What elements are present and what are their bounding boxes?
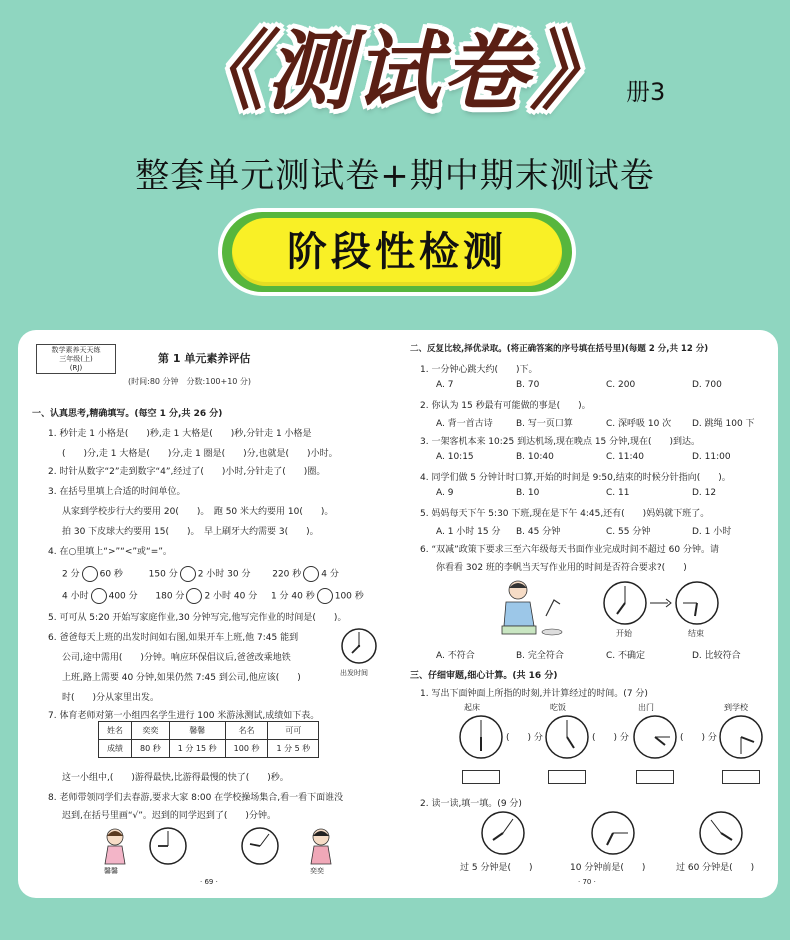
figure-caption: 奕奕 — [310, 867, 324, 875]
hero-title: 《测试卷》 — [178, 22, 618, 122]
option: C. 不确定 — [606, 651, 646, 661]
student-writing-icon — [494, 576, 566, 638]
option: D. 12 — [692, 488, 717, 498]
figure-caption: 馨馨 — [104, 867, 118, 875]
table-header-cell: 姓名 — [99, 722, 132, 740]
compare-right: 2 小时 30 分 — [197, 569, 251, 580]
table-cell: 80 秒 — [132, 740, 170, 758]
question-line: 你看看 302 班的李帆当天写作业用的时间是否符合要求?( ) — [436, 563, 687, 573]
question-line: 1. 秒针走 1 小格是( )秒,走 1 大格是( )秒,分针走 1 小格是 — [48, 429, 312, 439]
question-line: 3. 在括号里填上合适的时间单位。 — [48, 487, 186, 497]
question-line: 3. 一架客机本来 10:25 到达机场,现在晚点 15 分钟,现在( )到达。 — [420, 437, 701, 447]
question-line: 5. 可可从 5:20 开始写家庭作业,30 分钟写完,他写完作业的时间是( )。 — [48, 613, 347, 623]
option: C. 11 — [606, 488, 630, 498]
clock-icon — [698, 810, 744, 856]
table-cell: 1 分 15 秒 — [169, 740, 225, 758]
compare-circle[interactable] — [303, 566, 319, 582]
answer-box[interactable] — [636, 770, 674, 784]
pill-label: 阶段性检测 — [287, 229, 507, 275]
clock-caption: 吃饭 — [550, 703, 566, 712]
option: C. 深呼吸 10 次 — [606, 419, 672, 429]
duration-blank[interactable]: ( ) 分 — [680, 733, 717, 743]
section-heading: 二、反复比较,择优录取。(将正确答案的序号填在括号里)(每题 2 分,共 12 分) — [410, 344, 709, 354]
clock-caption: 到学校 — [724, 703, 748, 712]
page-number: · 69 · — [200, 878, 218, 886]
table-header-cell: 名名 — [225, 722, 268, 740]
clock-caption: 结束 — [688, 629, 704, 638]
arrow-right-icon — [650, 598, 672, 608]
table-cell: 100 秒 — [225, 740, 268, 758]
option: A. 不符合 — [436, 651, 475, 661]
compare-right: 100 秒 — [334, 591, 364, 602]
clock-caption: 开始 — [616, 629, 632, 638]
clock-caption: 起床 — [464, 703, 480, 712]
option: B. 完全符合 — [516, 651, 564, 661]
option: B. 10 — [516, 488, 540, 498]
compare-left: 220 秒 — [272, 569, 302, 580]
option: A. 9 — [436, 488, 454, 498]
question-line: 4. 在○里填上“>”“<”或“=”。 — [48, 547, 172, 557]
question-line: 时( )分从家里出发。 — [62, 693, 160, 703]
grade-badge — [36, 344, 116, 374]
clock-icon — [674, 580, 720, 626]
question-line: 6. “双减”政策下要求三至六年级每天书面作业完成时间不超过 60 分钟。请 — [420, 545, 719, 555]
compare-circle[interactable] — [82, 566, 98, 582]
compare-row — [62, 566, 339, 582]
option: D. 跳绳 100 下 — [692, 419, 755, 429]
question-line: 迟到,在括号里画“√”。迟到的同学迟到了( )分钟。 — [62, 811, 276, 821]
option: B. 写一页口算 — [516, 419, 573, 429]
option: A. 1 小时 15 分 — [436, 527, 501, 537]
table-header-cell: 馨馨 — [169, 722, 225, 740]
right-page — [402, 330, 772, 898]
question-line: 8. 老师带领同学们去春游,要求大家 8:00 在学校操场集合,看一看下面谁没 — [48, 793, 344, 803]
clock-caption: 出发时间 — [340, 669, 368, 677]
clock-icon — [632, 714, 678, 760]
option: B. 10:40 — [516, 452, 554, 462]
option: B. 70 — [516, 380, 540, 390]
fill-in-line: 过 5 分钟是( ) — [460, 863, 533, 873]
question-line: 2. 时针从数字“2”走到数字“4”,经过了( )小时,分针走了( )圈。 — [48, 467, 326, 477]
clock-icon — [602, 580, 648, 626]
exam-sheet — [18, 330, 778, 898]
question-line: 拍 30 下皮球大约要用 15( )。 早上刷牙大约需要 3( )。 — [62, 527, 319, 537]
clock-caption: 出门 — [638, 703, 654, 712]
girl-figure-icon — [306, 826, 336, 866]
question-line: 5. 妈妈每天下午 5:30 下班,现在是下午 4:45,还有( )妈妈就下班了。 — [420, 509, 710, 519]
question-line: 从家到学校步行大约要用 20( )。 跑 50 米大约要用 10( )。 — [62, 507, 334, 517]
table-cell: 成绩 — [99, 740, 132, 758]
compare-left: 180 分 — [155, 591, 185, 602]
badge-line: (RJ) — [69, 364, 83, 372]
option: C. 55 分钟 — [606, 527, 651, 537]
compare-circle[interactable] — [180, 566, 196, 582]
volume-label: 册3 — [626, 78, 666, 106]
clock-icon — [340, 627, 378, 665]
hero-banner — [0, 0, 790, 330]
question-line: 公司,途中需用( )分钟。响应环保倡议后,爸爸改乘地铁 — [62, 653, 291, 663]
clock-icon — [480, 810, 526, 856]
answer-box[interactable] — [462, 770, 500, 784]
badge-line: 数学素养天天练 — [51, 346, 101, 354]
badge-line: 三年级(上) — [59, 355, 93, 363]
table-cell: 1 分 5 秒 — [268, 740, 319, 758]
option: D. 1 小时 — [692, 527, 732, 537]
compare-right: 4 分 — [321, 569, 339, 580]
option: B. 45 分钟 — [516, 527, 561, 537]
answer-box[interactable] — [548, 770, 586, 784]
clock-icon — [590, 810, 636, 856]
question-line: 上班,路上需要 40 分钟,如果仍然 7:45 到公司,他应该( ) — [62, 673, 301, 683]
option: D. 比较符合 — [692, 651, 741, 661]
compare-right: 60 秒 — [99, 569, 123, 580]
clock-icon — [148, 826, 188, 866]
compare-left: 2 分 — [62, 569, 80, 580]
clock-icon — [544, 714, 590, 760]
question-line: 4. 同学们做 5 分钟计时口算,开始的时间是 9:50,结束的时候分针指向( )。 — [420, 473, 731, 483]
compare-circle[interactable] — [91, 588, 107, 604]
score-table — [98, 721, 319, 758]
option: C. 200 — [606, 380, 636, 390]
fill-in-line: 10 分钟前是( ) — [570, 863, 646, 873]
question-line: 这一小组中,( )游得最快,比游得最慢的快了( )秒。 — [62, 773, 289, 783]
compare-right: 2 小时 40 分 — [204, 591, 258, 602]
compare-circle[interactable] — [186, 588, 202, 604]
option: D. 11:00 — [692, 452, 731, 462]
left-page — [18, 330, 396, 898]
compare-row — [62, 588, 364, 604]
section-heading: 三、仔细审题,细心计算。(共 16 分) — [410, 671, 558, 681]
compare-right: 400 分 — [108, 591, 138, 602]
option: D. 700 — [692, 380, 722, 390]
table-header-cell: 奕奕 — [132, 722, 170, 740]
clock-icon — [240, 826, 280, 866]
clock-icon — [458, 714, 504, 760]
question-line: 2. 你认为 15 秒最有可能做的事是( )。 — [420, 401, 591, 411]
compare-left: 1 分 40 秒 — [270, 591, 315, 602]
question-line: ( )分,走 1 大格是( )分,走 1 圈是( )分,也就是( )小时。 — [62, 449, 338, 459]
unit-title: 第 1 单元素养评估 — [158, 352, 251, 365]
time-note: (时间:80 分钟 分数:100+10 分) — [128, 377, 252, 386]
question-line: 2. 读一读,填一填。(9 分) — [420, 799, 522, 809]
option: A. 背一首古诗 — [436, 419, 493, 429]
question-line: 1. 一分钟心跳大约( )下。 — [420, 365, 538, 375]
duration-blank[interactable]: ( ) 分 — [592, 733, 629, 743]
hero-subtitle: 整套单元测试卷+期中期末测试卷 — [135, 156, 655, 196]
answer-box[interactable] — [722, 770, 760, 784]
duration-blank[interactable]: ( ) 分 — [506, 733, 543, 743]
question-line: 6. 爸爸每天上班的出发时间如右图,如果开车上班,他 7:45 能到 — [48, 633, 299, 643]
question-line: 7. 体育老师对第一小组四名学生进行 100 米游泳测试,成绩如下表。 — [48, 711, 320, 721]
option: A. 10:15 — [436, 452, 474, 462]
girl-figure-icon — [100, 826, 130, 866]
page-number: · 70 · — [578, 878, 596, 886]
compare-left: 4 小时 — [62, 591, 89, 602]
fill-in-line: 过 60 分钟是( ) — [676, 863, 755, 873]
option: A. 7 — [436, 380, 454, 390]
section-heading: 一、认真思考,精确填写。(每空 1 分,共 26 分) — [32, 409, 223, 419]
table-header-cell: 可可 — [268, 722, 319, 740]
question-line: 1. 写出下面钟面上所指的时刻,并计算经过的时间。(7 分) — [420, 689, 648, 699]
option: C. 11:40 — [606, 452, 644, 462]
clock-icon — [718, 714, 764, 760]
compare-left: 150 分 — [148, 569, 178, 580]
compare-circle[interactable] — [317, 588, 333, 604]
